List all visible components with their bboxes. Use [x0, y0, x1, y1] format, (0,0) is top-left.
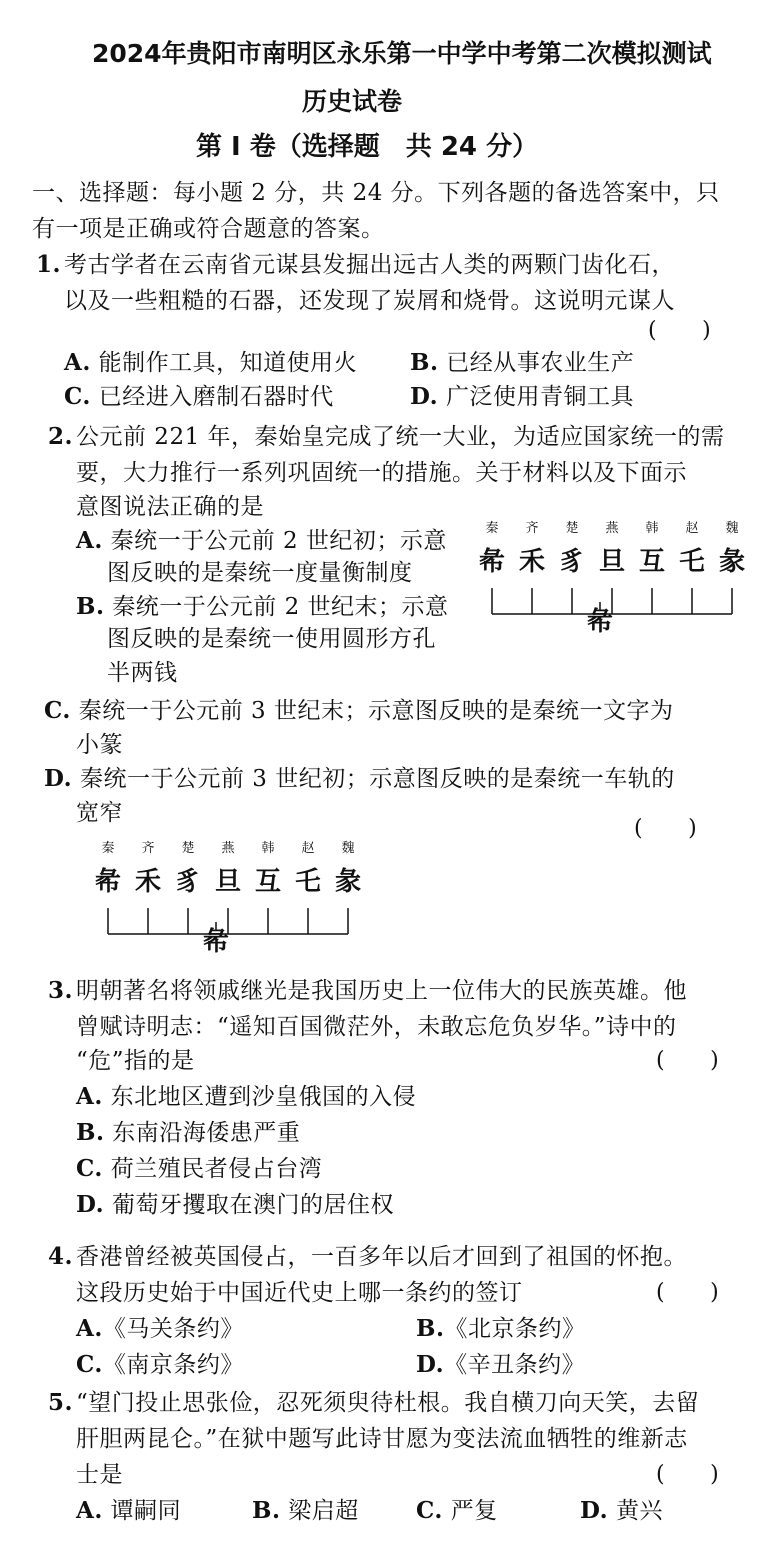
state-glyph: 互	[638, 547, 666, 577]
state-label: 楚	[181, 841, 195, 856]
state-label: 秦	[101, 841, 115, 856]
state-glyph: 禾	[134, 867, 162, 897]
instructions-line: 一、选择题：每小题 2 分，共 24 分。下列各题的备选答案中，只	[32, 180, 720, 206]
option-c	[76, 1348, 244, 1382]
state-label: 齐	[525, 521, 539, 536]
option-d	[44, 762, 675, 796]
state-glyph: 㣇	[478, 547, 506, 577]
question-number: 5.	[48, 1389, 74, 1416]
option-a	[64, 346, 357, 380]
unified-glyph: 㣇	[202, 927, 230, 957]
option-a	[76, 1312, 244, 1346]
state-glyph: 豸	[558, 547, 586, 577]
section-heading: 第 I 卷（选择题 共 24 分）	[196, 132, 539, 162]
option-key: D.	[410, 383, 439, 410]
state-label: 韩	[645, 521, 659, 536]
state-label: 齐	[141, 841, 155, 856]
option-b	[416, 1312, 585, 1346]
answer-blank: ( )	[656, 1280, 720, 1305]
option-c	[64, 380, 334, 414]
option-text: 秦统一于公元前 2 世纪初；示意	[110, 528, 447, 554]
option-key: A.	[64, 349, 91, 376]
option-b	[76, 590, 449, 624]
question-stem: 要，大力推行一系列巩固统一的措施。关于材料以及下面示	[76, 460, 687, 486]
option-text: 秦统一于公元前 2 世纪末；示意	[112, 594, 449, 620]
option-key: B.	[76, 593, 105, 620]
question-stem: 士是	[76, 1462, 123, 1488]
option-text: 《南京条约》	[102, 1352, 244, 1378]
option-b	[252, 1494, 359, 1528]
option-b	[76, 1116, 300, 1150]
instructions-line: 有一项是正确或符合题意的答案。	[32, 216, 385, 242]
state-label: 秦	[485, 521, 499, 536]
option-d	[410, 380, 634, 414]
option-key: B.	[76, 1119, 105, 1146]
option-key: D.	[44, 765, 73, 792]
option-text: 秦统一于公元前 3 世纪末；示意图反映的是秦统一文字为	[78, 698, 674, 724]
option-b	[410, 346, 634, 380]
script-diagram	[92, 838, 364, 958]
state-label: 楚	[565, 521, 579, 536]
option-key: C.	[64, 383, 91, 410]
option-text-continued: 半两钱	[107, 660, 178, 686]
option-key: C.	[76, 1155, 103, 1182]
state-label: 韩	[261, 841, 275, 856]
answer-blank: ( )	[634, 816, 698, 841]
question-stem: “望门投止思张俭，忍死须臾待杜根。我自横刀向天笑，去留	[76, 1390, 700, 1416]
option-text: 葡萄牙攫取在澳门的居住权	[111, 1192, 394, 1218]
question-stem: 考古学者在云南省元谋县发掘出远古人类的两颗门齿化石，	[64, 252, 675, 278]
state-label: 魏	[725, 521, 739, 536]
option-d	[580, 1494, 663, 1528]
option-c	[76, 1152, 322, 1186]
state-label: 赵	[301, 841, 315, 856]
state-label: 燕	[605, 521, 619, 536]
option-text: 《辛丑条约》	[444, 1352, 586, 1378]
option-text: 谭嗣同	[110, 1498, 182, 1524]
option-key: B.	[416, 1315, 445, 1342]
option-key: C.	[76, 1351, 103, 1378]
option-key: A.	[76, 527, 103, 554]
option-key: D.	[580, 1497, 609, 1524]
option-text-continued: 小篆	[76, 732, 123, 758]
question-stem: “危”指的是	[76, 1048, 195, 1074]
state-label: 魏	[341, 841, 355, 856]
question-number: 2.	[48, 423, 74, 450]
option-key: D.	[76, 1191, 105, 1218]
question-stem: 肝胆两昆仑。”在狱中题写此诗甘愿为变法流血牺牲的维新志	[76, 1426, 688, 1452]
option-text: 《马关条约》	[102, 1316, 244, 1342]
question-stem: 以及一些粗糙的石器，还发现了炭屑和烧骨。这说明元谋人	[64, 288, 675, 314]
option-text: 《北京条约》	[444, 1316, 586, 1342]
option-key: B.	[252, 1497, 281, 1524]
option-d	[416, 1348, 585, 1382]
option-d	[76, 1188, 394, 1222]
option-text: 秦统一于公元前 3 世纪初；示意图反映的是秦统一车轨的	[79, 766, 675, 792]
answer-blank: ( )	[648, 318, 712, 343]
option-key: C.	[416, 1497, 443, 1524]
option-a	[76, 524, 447, 558]
option-c	[44, 694, 674, 728]
option-key: A.	[76, 1497, 103, 1524]
page-title: 2024年贵阳市南明区永乐第一中学中考第二次模拟测试	[92, 39, 712, 68]
option-text: 荷兰殖民者侵占台湾	[110, 1156, 323, 1182]
state-glyph: 乇	[294, 867, 322, 897]
option-text: 东南沿海倭患严重	[112, 1120, 301, 1146]
option-c	[416, 1494, 498, 1528]
option-text: 已经进入磨制石器时代	[98, 384, 334, 410]
option-a	[76, 1494, 181, 1528]
state-glyph: 互	[254, 867, 282, 897]
state-label: 燕	[221, 841, 235, 856]
state-glyph: 彖	[718, 547, 746, 577]
state-glyph: 乇	[678, 547, 706, 577]
question-stem: 这段历史始于中国近代史上哪一条约的签订	[76, 1280, 523, 1306]
state-glyph: 旦	[598, 547, 626, 577]
question-number: 3.	[48, 977, 74, 1004]
option-key: B.	[410, 349, 439, 376]
answer-blank: ( )	[656, 1048, 720, 1073]
state-glyph: 豸	[174, 867, 202, 897]
option-text-continued: 图反映的是秦统一度量衡制度	[107, 560, 413, 586]
option-text: 广泛使用青铜工具	[445, 384, 634, 410]
question-number: 4.	[48, 1243, 74, 1270]
state-glyph: 彖	[334, 867, 362, 897]
option-text: 梁启超	[288, 1498, 359, 1524]
question-number: 1.	[36, 251, 62, 278]
option-text: 黄兴	[615, 1498, 663, 1524]
option-text: 能制作工具，知道使用火	[98, 350, 358, 376]
question-stem: 公元前 221 年，秦始皇完成了统一大业，为适应国家统一的需	[76, 424, 725, 450]
option-a	[76, 1080, 416, 1114]
option-text: 东北地区遭到沙皇俄国的入侵	[110, 1084, 417, 1110]
state-glyph: 㣇	[94, 867, 122, 897]
answer-blank: ( )	[656, 1462, 720, 1487]
option-text-continued: 宽窄	[76, 800, 123, 826]
option-key: A.	[76, 1083, 103, 1110]
state-label: 赵	[685, 521, 699, 536]
option-text: 严复	[450, 1498, 498, 1524]
question-stem: 意图说法正确的是	[76, 494, 264, 520]
state-glyph: 旦	[214, 867, 242, 897]
option-text-continued: 图反映的是秦统一使用圆形方孔	[107, 626, 436, 652]
option-key: D.	[416, 1351, 445, 1378]
option-key: A.	[76, 1315, 103, 1342]
option-text: 已经从事农业生产	[446, 350, 635, 376]
question-stem: 香港曾经被英国侵占，一百多年以后才回到了祖国的怀抱。	[76, 1244, 687, 1270]
unified-glyph: 㣇	[586, 607, 614, 637]
state-glyph: 禾	[518, 547, 546, 577]
question-stem: 曾赋诗明志：“遥知百国微茫外，未敢忘危负岁华。”诗中的	[76, 1014, 677, 1040]
option-key: C.	[44, 697, 71, 724]
script-diagram	[476, 518, 748, 638]
question-stem: 明朝著名将领戚继光是我国历史上一位伟大的民族英雄。他	[76, 978, 687, 1004]
page-subtitle: 历史试卷	[302, 87, 403, 116]
